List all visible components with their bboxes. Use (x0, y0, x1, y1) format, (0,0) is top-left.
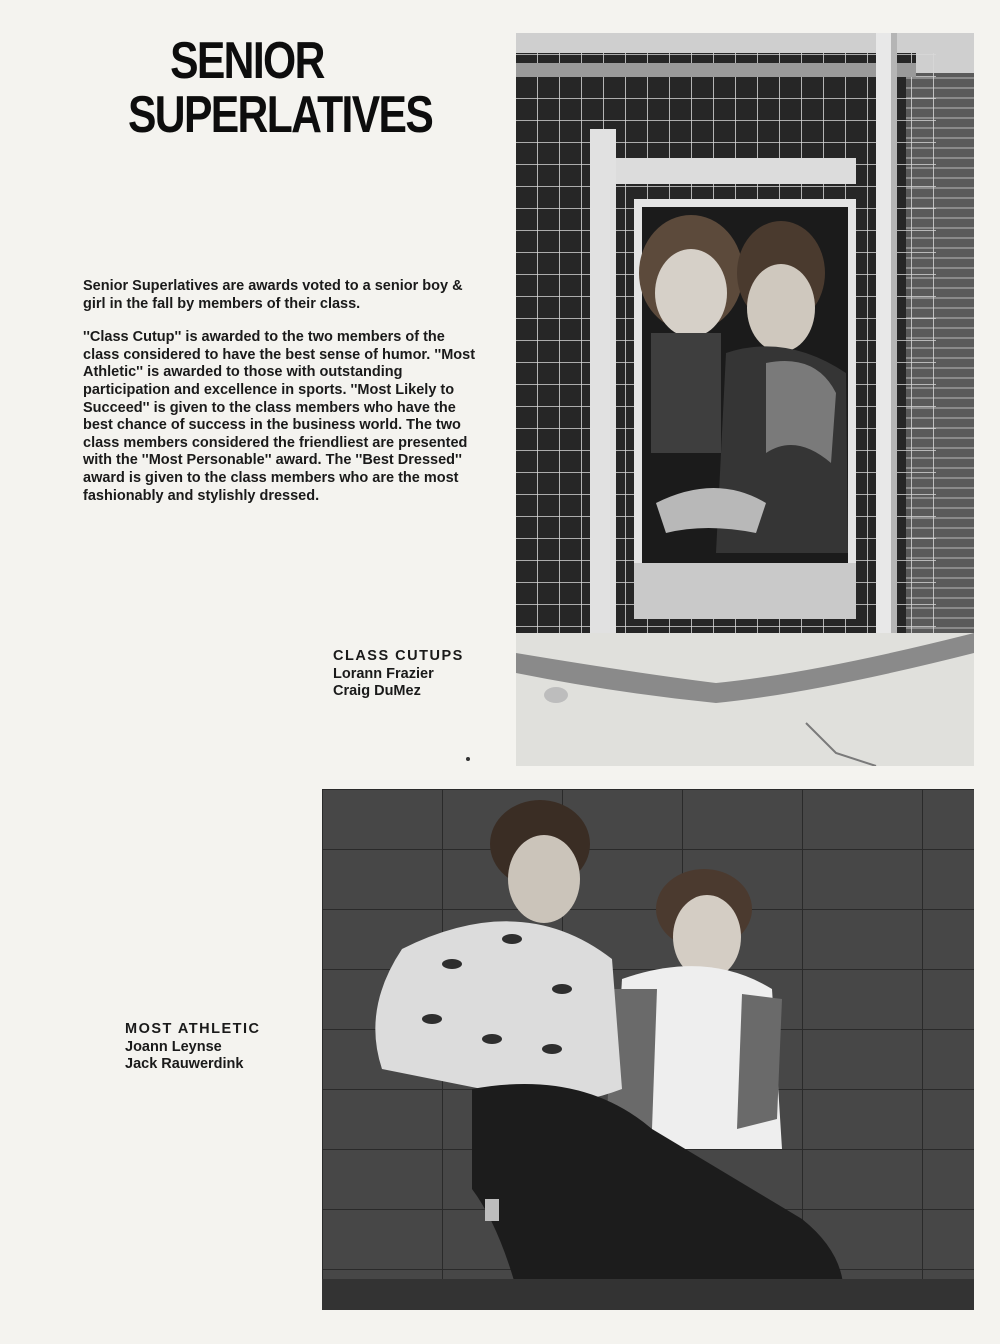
class-cutups-name-2: Craig DuMez (333, 683, 421, 699)
most-athletic-photo (322, 789, 974, 1310)
page-speck (466, 757, 470, 761)
intro-text (83, 278, 483, 521)
intro-paragraph-2: ''Class Cutup'' is awarded to the two members of the class considered to have the best sense of humor. ''Most Athletic'' is awarded to those with outstanding participation and excellence in sports. ''Most Likely to Succeed'' is given to the class members who have the best chance of success in the business world. The two class members considered the friendliest are presented with the ''Most Personable'' award. The ''Best Dressed'' award is given to the class members who are the most fashionably and stylishly dressed. (83, 329, 476, 504)
intro-paragraph-1: Senior Superlatives are awards voted to a senior boy & girl in the fall by members of their class. (83, 278, 463, 312)
page-title-line2: SUPERLATIVES (128, 86, 433, 144)
most-athletic-caption (125, 1021, 261, 1074)
most-athletic-name-2: Jack Rauwerdink (125, 1056, 244, 1072)
class-cutups-caption (333, 648, 464, 701)
class-cutups-name-1: Lorann Frazier (333, 665, 434, 682)
page-title-line1: SENIOR (170, 32, 324, 90)
class-cutups-photo (516, 33, 974, 766)
class-cutups-heading: CLASS CUTUPS (333, 648, 464, 664)
most-athletic-heading: MOST ATHLETIC (125, 1021, 261, 1037)
page-title (128, 32, 433, 144)
most-athletic-name-1: Joann Leynse (125, 1038, 222, 1055)
